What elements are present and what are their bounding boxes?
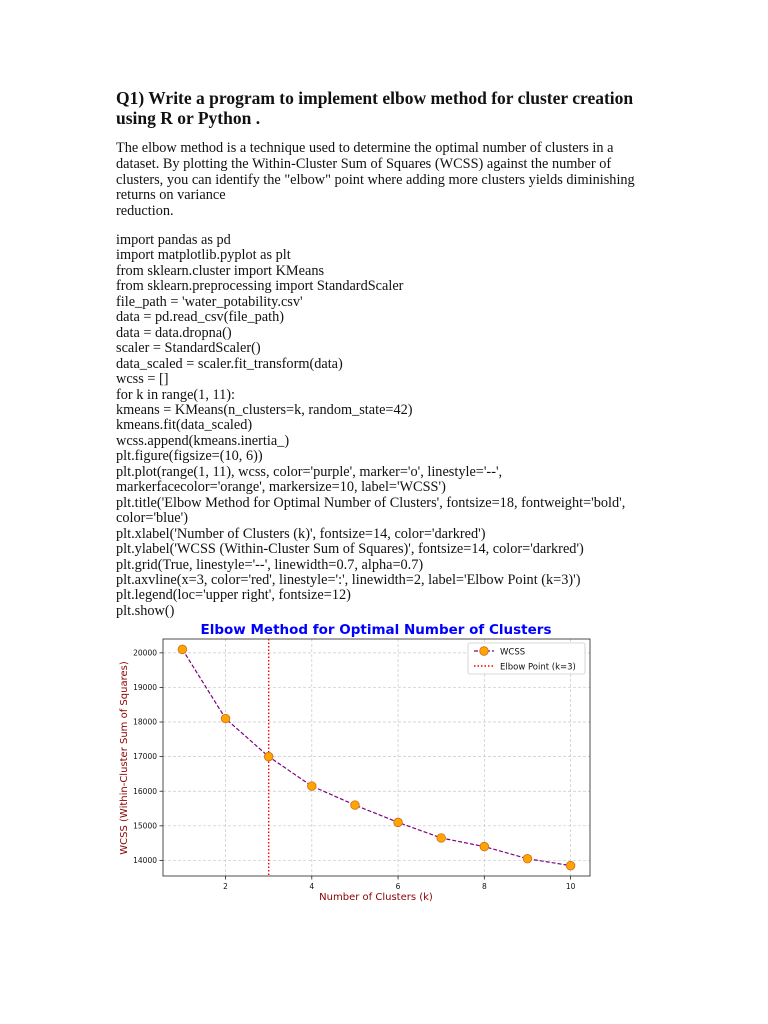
marker-layer: [178, 645, 575, 870]
data-point: [437, 834, 446, 843]
plot-frame: [163, 639, 590, 876]
wcss-series-line: [182, 649, 570, 865]
code-line: plt.plot(range(1, 11), wcss, color='purple', marker='o', linestyle='--',: [116, 463, 503, 480]
legend-wcss-marker: [480, 647, 489, 656]
code-listing: [116, 233, 676, 619]
code-line: kmeans.fit(data_scaled): [116, 417, 253, 434]
x-axis-label: Number of Clusters (k): [319, 892, 433, 903]
y-tick-label: 14000: [133, 856, 157, 866]
elbow-chart-svg: [110, 616, 600, 911]
chart-legend: [468, 643, 585, 674]
data-point: [523, 854, 532, 863]
data-point: [221, 714, 230, 723]
code-line: markerfacecolor='orange', markersize=10, label='WCSS'): [116, 479, 446, 496]
elbow-chart: [110, 616, 600, 911]
grid-layer: [163, 639, 590, 876]
intro-line: returns on variance: [116, 187, 226, 204]
code-line: from sklearn.cluster import KMeans: [116, 262, 325, 279]
code-line: plt.show(): [116, 602, 175, 619]
intro-line: clusters, you can identify the "elbow" point where adding more clusters yields diminishing: [116, 171, 635, 188]
code-line: plt.ylabel('WCSS (Within-Cluster Sum of Squares)', fontsize=14, color='darkred'): [116, 541, 584, 558]
data-point: [308, 782, 317, 791]
intro-line: The elbow method is a technique used to determine the optimal number of clusters in a: [116, 140, 614, 156]
code-line: plt.title('Elbow Method for Optimal Number of Clusters', fontsize=18, fontweight='bold',: [116, 494, 626, 511]
y-tick-label: 19000: [133, 683, 157, 693]
code-line: plt.grid(True, linestyle='--', linewidth=0.7, alpha=0.7): [116, 556, 424, 573]
y-tick-label: 15000: [133, 821, 157, 831]
x-tick-label: 8: [481, 882, 487, 891]
intro-paragraph: [116, 141, 656, 220]
code-line: from sklearn.preprocessing import StandardScaler: [116, 278, 404, 295]
x-tick-label: 10: [565, 882, 576, 891]
y-tick-label: 18000: [133, 717, 157, 727]
y-tick-label: 17000: [133, 752, 157, 762]
legend-wcss-label: WCSS: [500, 647, 526, 658]
code-line: plt.axvline(x=3, color='red', linestyle=':', linewidth=2, label='Elbow Point (k=3)'): [116, 571, 581, 588]
x-tick-label: 2: [223, 882, 228, 891]
code-line: data_scaled = scaler.fit_transform(data): [116, 355, 343, 372]
code-line: scaler = StandardScaler(): [116, 340, 261, 357]
data-point: [351, 801, 360, 810]
data-point: [394, 818, 403, 827]
code-line: plt.xlabel('Number of Clusters (k)', fontsize=14, color='darkred'): [116, 525, 486, 542]
code-line: for k in range(1, 11):: [116, 386, 235, 403]
y-axis-label: WCSS (Within-Cluster Sum of Squares): [119, 661, 130, 855]
code-line: wcss.append(kmeans.inertia_): [116, 432, 290, 449]
data-point: [566, 861, 575, 870]
y-tick-label: 20000: [133, 648, 157, 658]
question-heading: Q1) Write a program to implement elbow method for cluster creation using R or Python .: [116, 88, 634, 128]
legend-elbow-label: Elbow Point (k=3): [500, 662, 576, 673]
data-point: [264, 752, 273, 761]
intro-line: reduction.: [116, 203, 174, 220]
code-line: wcss = []: [116, 371, 169, 388]
intro-line: dataset. By plotting the Within-Cluster Sum of Squares (WCSS) against the number of: [116, 155, 612, 172]
chart-title: Elbow Method for Optimal Number of Clusters: [200, 622, 552, 638]
data-point: [178, 645, 187, 654]
x-tick-label: 6: [395, 882, 401, 891]
data-point: [480, 842, 489, 851]
ticks-layer: [133, 648, 575, 891]
y-tick-label: 16000: [133, 786, 157, 796]
code-line: plt.legend(loc='upper right', fontsize=12): [116, 587, 351, 604]
code-line: file_path = 'water_potability.csv': [116, 293, 303, 310]
code-line: color='blue'): [116, 510, 188, 527]
x-tick-label: 4: [309, 882, 315, 891]
code-line: import pandas as pd: [116, 232, 231, 248]
code-line: data = pd.read_csv(file_path): [116, 309, 285, 326]
code-line: import matplotlib.pyplot as plt: [116, 247, 291, 264]
code-line: kmeans = KMeans(n_clusters=k, random_state=42): [116, 401, 413, 418]
code-line: data = data.dropna(): [116, 324, 232, 341]
code-line: plt.figure(figsize=(10, 6)): [116, 448, 263, 465]
